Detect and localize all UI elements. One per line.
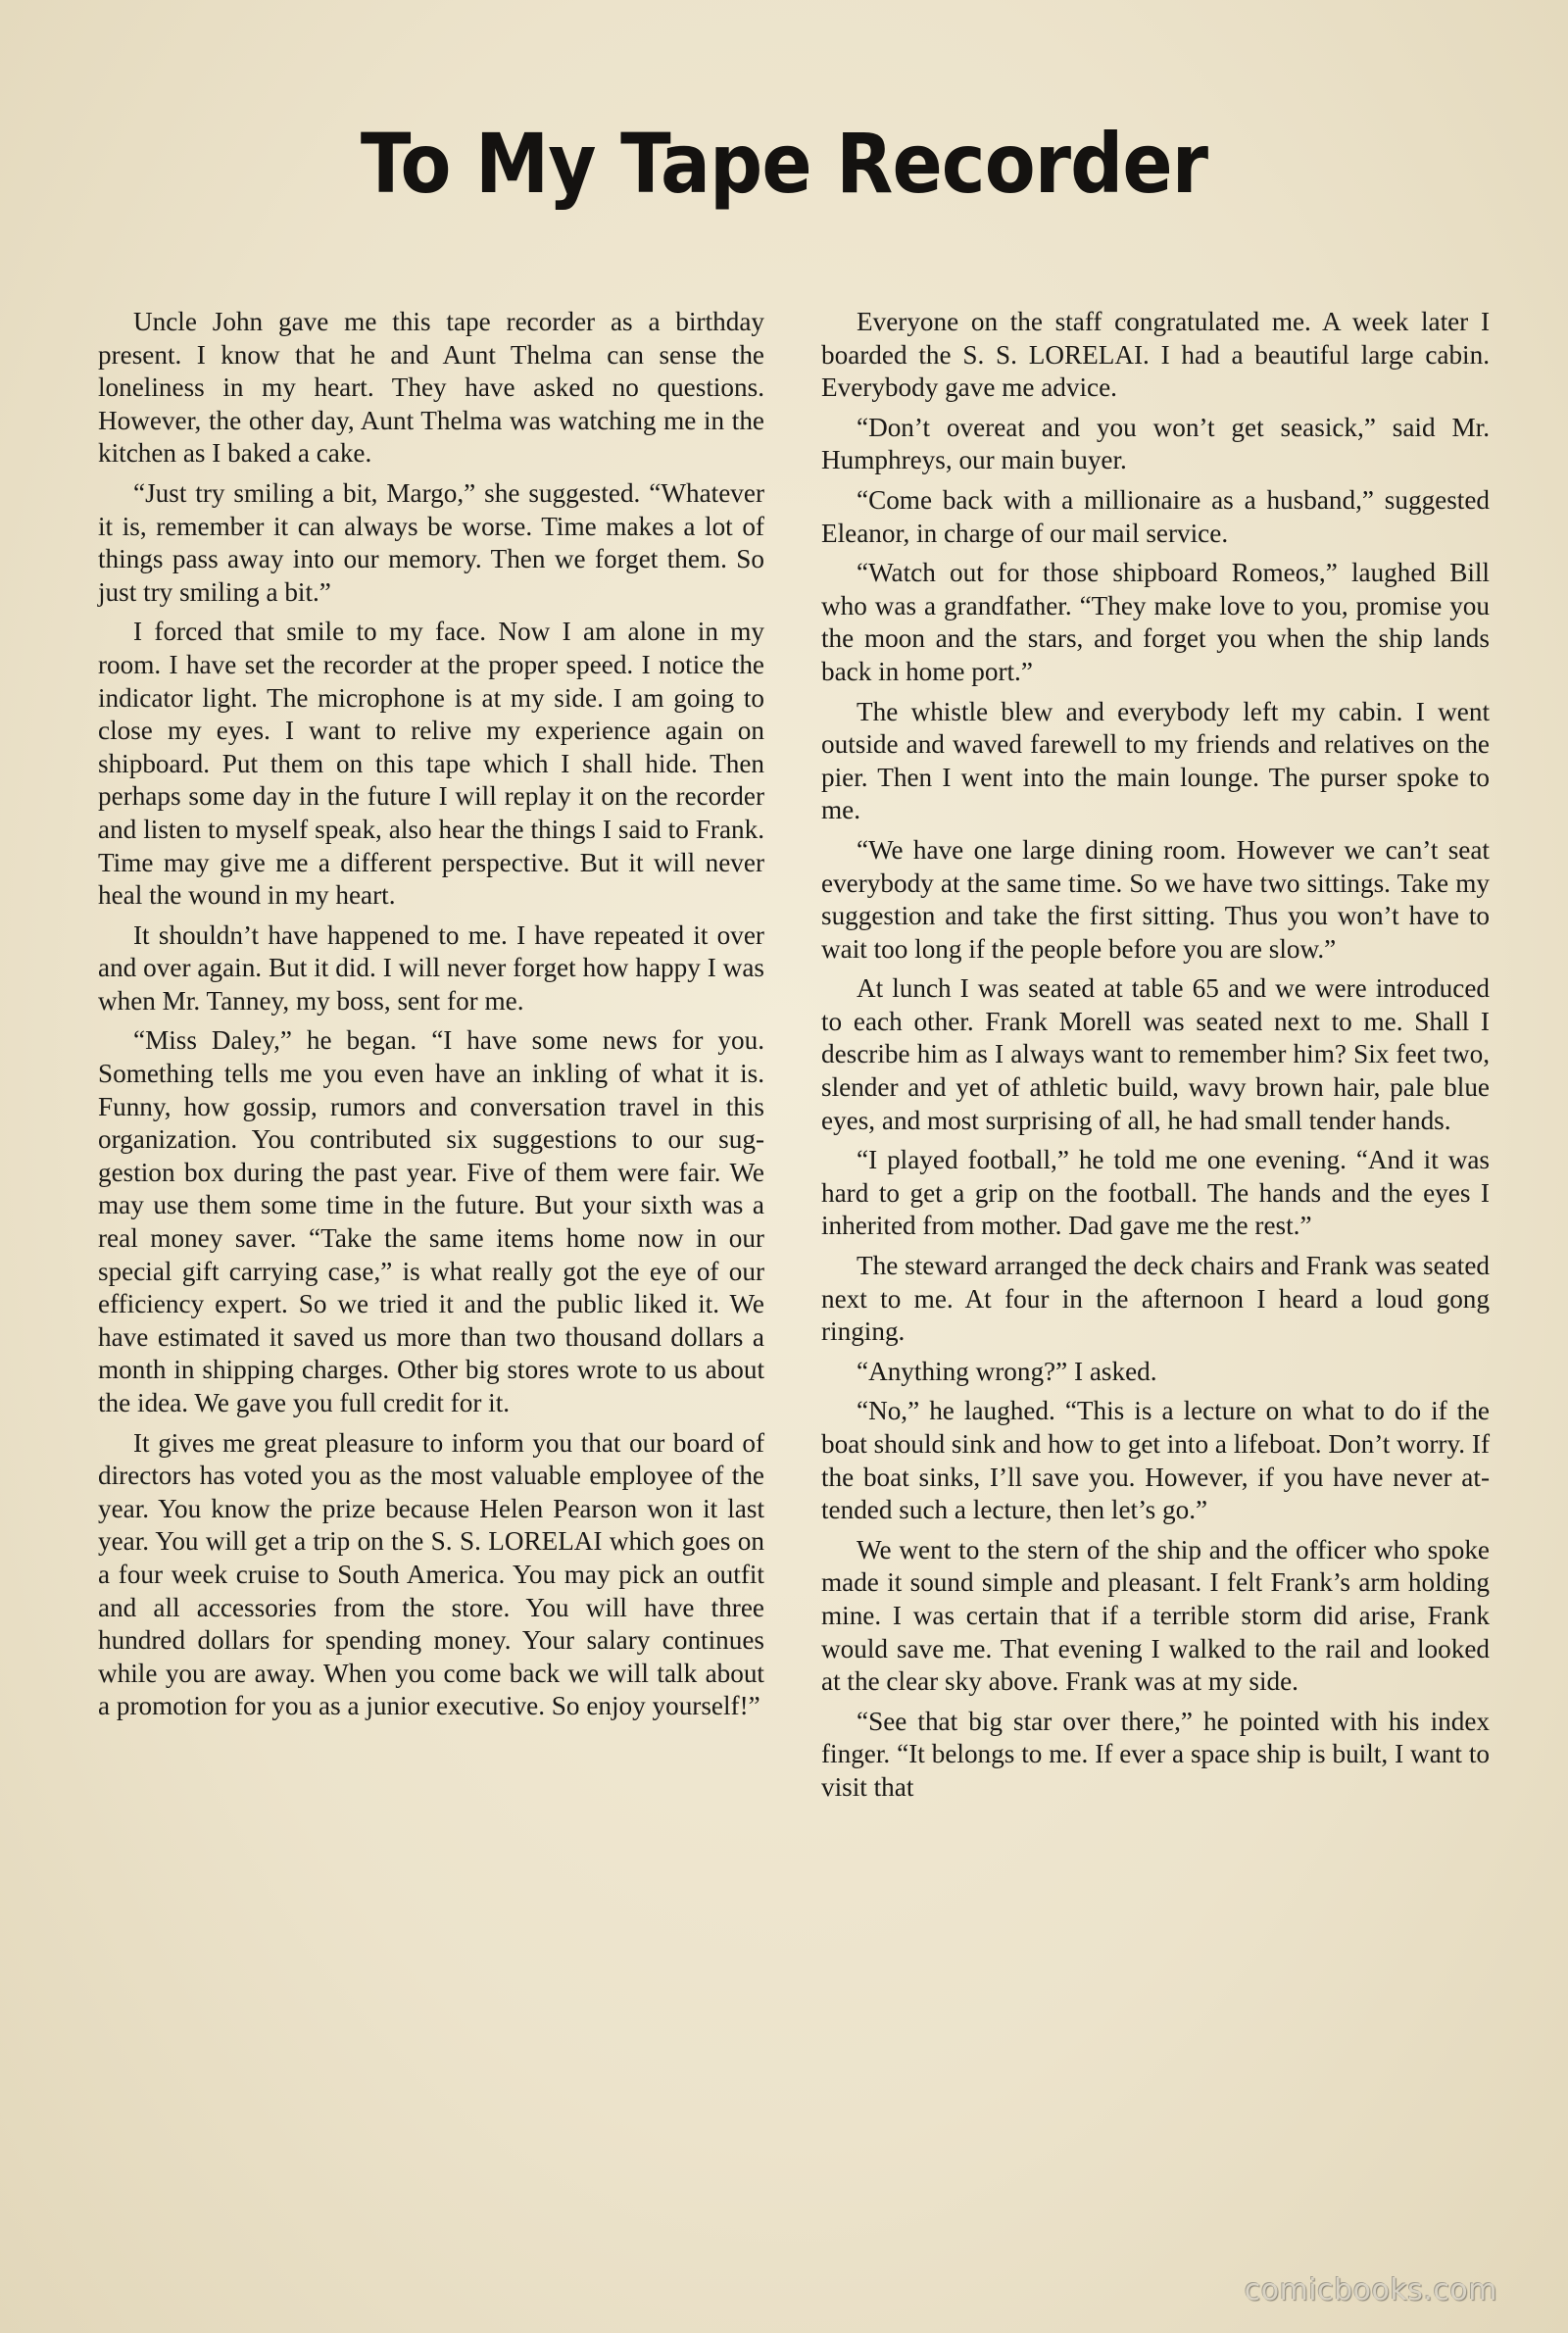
paragraph: We went to the stern of the ship and the officer who spoke made it sound simple and pleasant. I felt Frank’s arm holding mine. I was certain that if a terrible storm did arise, Frank would save me. That evening I walked to the rail and looked at the clear sky above. Frank was at my side. [821, 1534, 1490, 1697]
story-title: To My Tape Recorder [360, 116, 1208, 212]
paragraph: “See that big star over there,” he pointed with his index finger. “It belongs to me. If ever a space ship is built, I want to visit that [821, 1706, 1490, 1802]
paragraph: “I played football,” he told me one evening. “And it was hard to get a grip on the football. The hands and the eyes I inherited from mother. Dad gave me the rest.” [821, 1145, 1490, 1241]
paragraph: I forced that smile to my face. Now I am alone in my room. I have set the recorder at the proper speed. I notice the indicator light. The microphone is at my side. I am going to close my eyes. I want to relive my experience again on shipboard. Put them on this tape which I shall hide. Then perhaps some day in the future I will replay it on the recorder and listen to myself speak, also hear the things I said to Frank. Time may give me a different perspective. But it will never heal the wound in my heart. [98, 617, 764, 911]
paragraph: “Watch out for those shipboard Romeos,” laughed Bill who was a grandfather. “They make love to you, promise you the moon and the stars, and forget you when the ship lands back in home port.” [821, 558, 1490, 686]
paragraph: Uncle John gave me this tape recorder as a birthday present. I know that he and Aunt Thelma can sense the loneliness in my heart. They have asked no questions. However, the other day, Aunt Thelma was watching me in the kitchen as I baked a cake. [98, 307, 764, 469]
paragraph: The whistle blew and everybody left my cabin. I went outside and waved farewell to my friends and relatives on the pier. Then I went into the main lounge. The purser spoke to me. [821, 696, 1490, 825]
paragraph: “Come back with a millionaire as a husband,” suggested Eleanor, in charge of our mail service. [821, 484, 1490, 548]
paragraph: “Don’t overeat and you won’t get seasick,” said Mr. Humphreys, our main buyer. [821, 412, 1490, 475]
paragraph: The steward arranged the deck chairs and Frank was seated next to me. At four in the afternoon I heard a loud gong ringing. [821, 1251, 1490, 1347]
paragraph: Everyone on the staff congratulated me. A week later I boarded the S. S. LORELAI. I had a beautiful large cabin. Everybody gave me advice. [821, 307, 1490, 403]
paragraph: “No,” he laughed. “This is a lecture on what to do if the boat should sink and how to get into a lifeboat. Don’t worry. If the boat sinks, I’ll save you. However, if you have never attended such a lecture, then let’s go.” [821, 1396, 1490, 1525]
source-watermark: comicbooks.com [1244, 2273, 1497, 2308]
paragraph: It shouldn’t have happened to me. I have repeated it over and over again. But it did. I will never forget how happy I was when Mr. Tanney, my boss, sent for me. [98, 919, 764, 1016]
paragraph: “Anything wrong?” I asked. [857, 1356, 1157, 1386]
paragraph: “Miss Daley,” he began. “I have some news for you. Something tells me you even have an inkling of what it is. Funny, how gossip, rumors and conversation travel in this organization. You contributed six suggestions to our suggestion box during the past year. Five of them were fair. We may use them some time in the future. But your sixth was a real money saver. “Take the same items home now in our special gift carrying case,” is what really got the eye of our efficiency expert. So we tried it and the public liked it. We have estimated it saved us more than two thousand dollars a month in shipping charges. Other big stores wrote to us about the idea. We gave you full credit for it. [98, 1025, 764, 1417]
paragraph: At lunch I was seated at table 65 and we were introduced to each other. Frank Morell was seated next to me. Shall I describe him as I always want to remember him? Six feet two, slender and yet of athletic build, wavy brown hair, pale blue eyes, and most surprising of all, he had small tender hands. [821, 973, 1490, 1135]
paragraph: “We have one large dining room. However we can’t seat everybody at the same time. So we have two sittings. Take my suggestion and take the first sitting. Thus you won’t have to wait too long if the people before you are slow.” [821, 834, 1490, 964]
right-text-column [821, 306, 1490, 1812]
paragraph: “Just try smiling a bit, Margo,” she suggested. “Whatever it is, remember it can always be worse. Time makes a lot of things pass away into our memory. Then we forget them. So just try smiling a bit.” [98, 477, 764, 607]
paragraph: It gives me great pleasure to inform you that our board of directors has voted you as the most valuable employee of the year. You know the prize because Helen Pearson won it last year. You will get a trip on the S. S. LORELAI which goes on a four week cruise to South America. You may pick an outfit and all accessories from the store. You will have three hundred dollars for spending money. Your salary continues while you are away. When you come back we will talk about a promotion for you as a junior executive. So enjoy yourself!” [98, 1427, 764, 1721]
left-text-column [98, 306, 764, 1730]
